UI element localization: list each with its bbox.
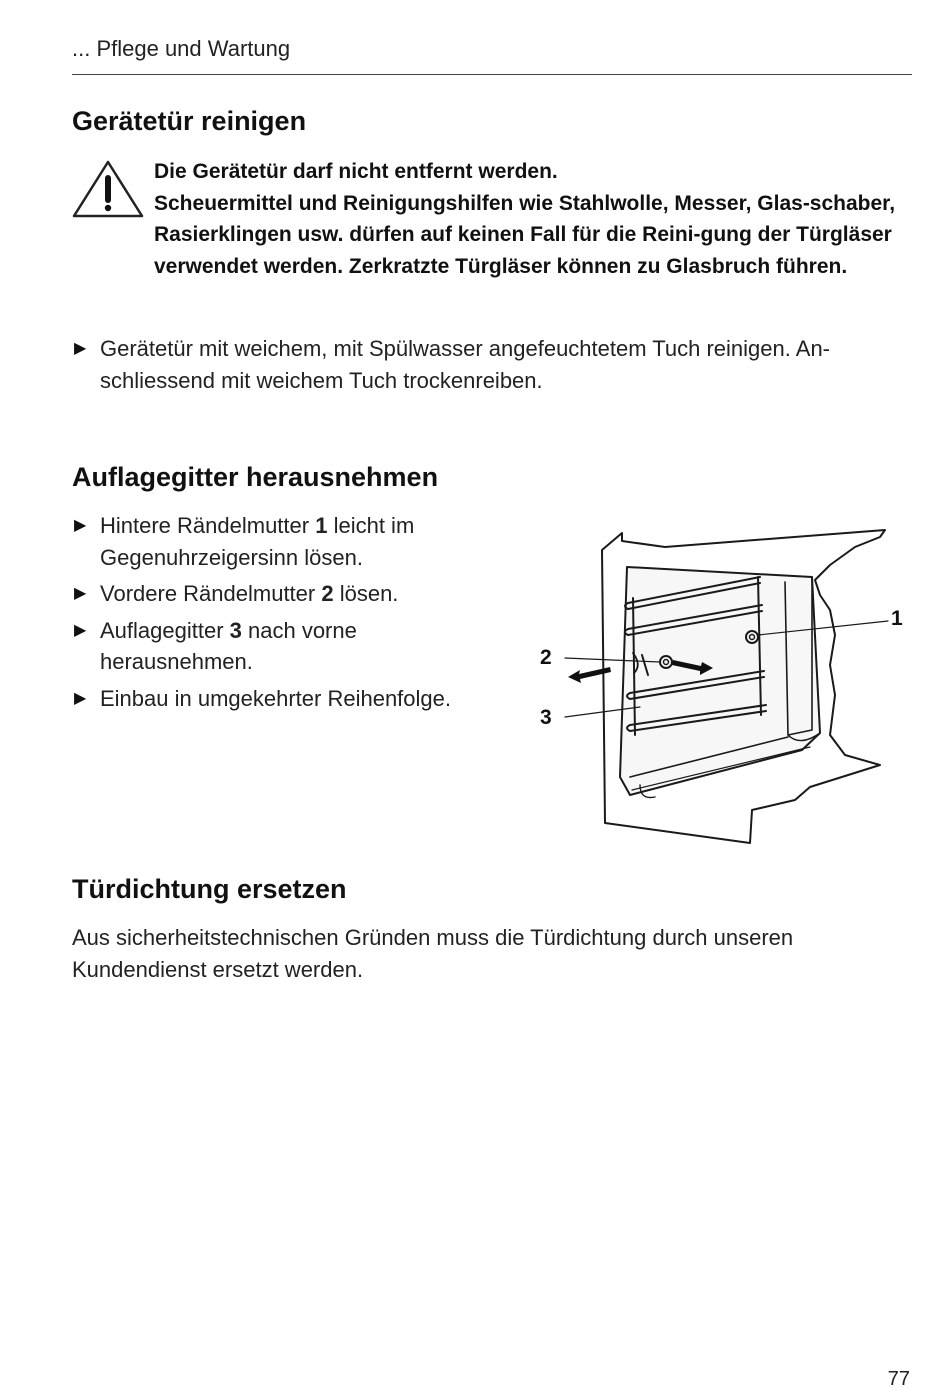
bullet-arrow-icon: ▶ [74, 340, 87, 357]
warning-triangle-icon [72, 158, 144, 220]
section-title-door-cleaning: Gerätetür reinigen [72, 106, 307, 136]
warning-line-2: Scheuermittel und Reinigungshilfen wie Stahlwolle, Messer, Glas-schaber, Rasierklingen usw. dürfen auf keinen Fall für die Reini-gung der Türgläser verwendet werden. Zerkratzte Türgläser können zu Glasbruch führen. [154, 191, 896, 278]
breadcrumb: ... Pflege und Wartung [72, 36, 291, 61]
door-cleaning-steps [72, 333, 912, 396]
list-item [72, 683, 472, 715]
list-item [72, 578, 472, 610]
step-text: nach vorne herausnehmen. [100, 617, 357, 674]
section-title-rack-removal: Auflagegitter herausnehmen [72, 462, 439, 492]
oven-rack-illustration [530, 525, 930, 850]
list-item [72, 510, 472, 573]
step-text: Auflagegitter [100, 617, 230, 643]
seal-replacement-text: Aus sicherheitstechnischen Gründen muss die Türdichtung durch unseren Kundendienst ersetzt werden. [72, 925, 794, 982]
bullet-arrow-icon: ▶ [74, 621, 87, 639]
callout-label-3: 3 [540, 706, 552, 729]
bullet-arrow-icon: ▶ [74, 517, 87, 534]
step-text: Vordere Rändelmutter [100, 581, 322, 606]
step-text: leicht im Gegenuhrzeigersinn lösen. [100, 513, 415, 570]
step-ref: 1 [315, 513, 328, 538]
step-ref: 3 [229, 617, 242, 643]
list-item [72, 615, 472, 678]
step-ref: 2 [321, 581, 334, 606]
rack-removal-steps [72, 510, 472, 714]
bullet-arrow-icon: ▶ [74, 585, 87, 602]
step-text: Hintere Rändelmutter [100, 513, 316, 538]
page-number: 77 [887, 1368, 910, 1390]
callout-label-2: 2 [540, 646, 552, 669]
list-item [72, 333, 912, 396]
step-text: Gerätetür mit weichem, mit Spülwasser angefeuchtetem Tuch reinigen. An-schliessend mit weichem Tuch trockenreiben. [100, 336, 831, 393]
warning-box [154, 156, 914, 282]
step-text: Einbau in umgekehrter Reihenfolge. [100, 685, 452, 711]
callout-label-1: 1 [891, 607, 903, 630]
bullet-arrow-icon: ▶ [74, 689, 87, 707]
step-text: lösen. [333, 581, 399, 606]
warning-line-1: Die Gerätetür darf nicht entfernt werden. [154, 160, 558, 183]
header-divider [72, 74, 912, 75]
section-title-seal-replacement: Türdichtung ersetzen [72, 874, 347, 904]
